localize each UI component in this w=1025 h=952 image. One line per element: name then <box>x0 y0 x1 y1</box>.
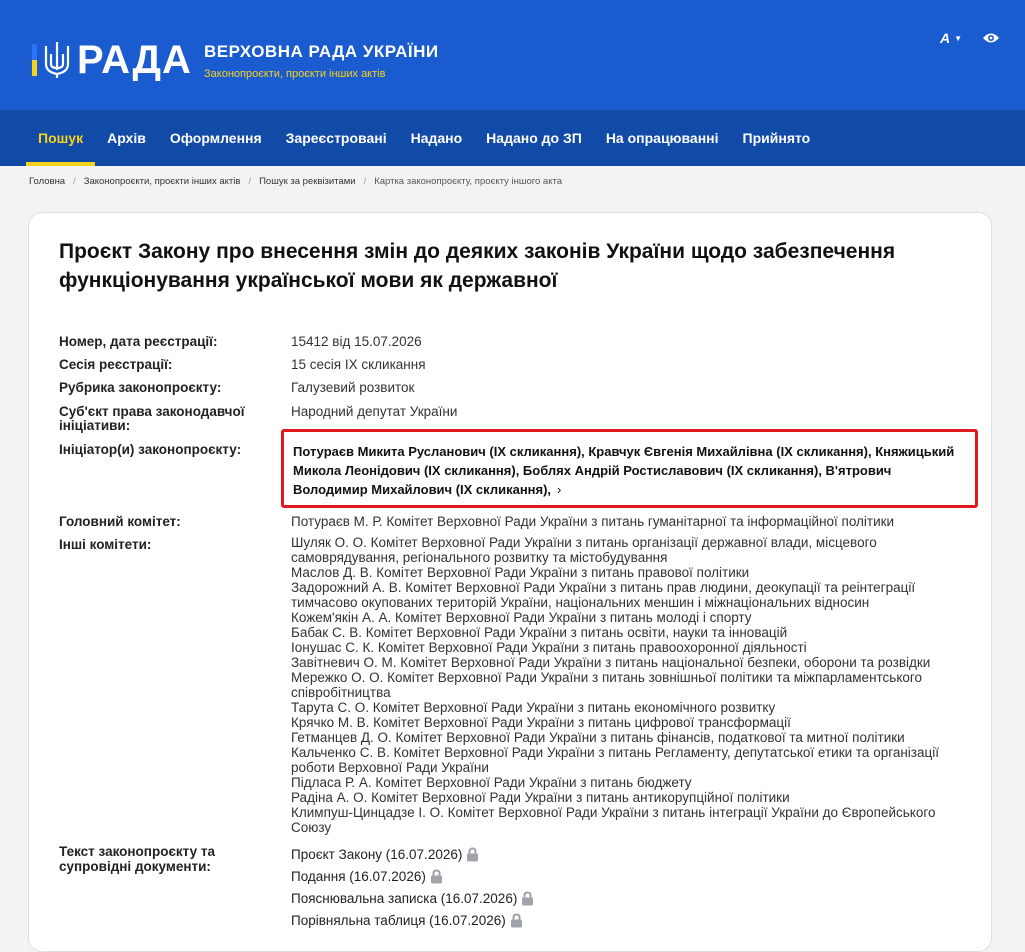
site-subtitle[interactable]: Законопроєкти, проєкти інших актів <box>204 68 386 80</box>
logo[interactable] <box>32 40 192 80</box>
lock-icon <box>510 913 523 928</box>
documents-list <box>291 844 534 932</box>
initiators-label: Ініціатор(и) законопроєкту: <box>59 442 242 457</box>
main-committee-label: Головний комітет: <box>59 514 181 529</box>
committee-item: Климпуш-Цинцадзе І. О. Комітет Верховної Ради України з питань інтеграції України до Європейського Союзу <box>291 805 936 835</box>
breadcrumb-search[interactable]: Пошук за реквізитами <box>259 176 356 187</box>
font-size-button[interactable] <box>940 30 962 46</box>
session-label: Сесія реєстрації: <box>59 357 173 372</box>
initiators-value[interactable]: Потураєв Микита Русланович (IX скликання), Кравчук Євгенія Михайлівна (IX скликання), Княжицький Микола Леонідович (IX скликання), Боблях Андрій Ростиславович (IX скликання), В'ятрович Володимир Михайлович (IX скликання), <box>293 444 955 497</box>
document-link[interactable] <box>291 866 534 887</box>
other-committees-label: Інші комітети: <box>59 537 152 552</box>
logo-text: РАДА <box>77 38 192 82</box>
subject-value: Народний депутат України <box>291 404 458 419</box>
committee-item: Підласа Р. А. Комітет Верховної Ради України з питань бюджету <box>291 775 692 790</box>
breadcrumb <box>29 176 562 187</box>
document-link[interactable] <box>291 844 534 865</box>
committee-item: Іонушас С. К. Комітет Верховної Ради України з питань правоохоронної діяльності <box>291 640 807 655</box>
rubric-label: Рубрика законопроєкту: <box>59 380 222 395</box>
subject-label-line2: ініціативи: <box>59 418 131 433</box>
document-label[interactable]: Подання (16.07.2026) <box>291 869 426 884</box>
breadcrumb-current: Картка законопроєкту, проєкту іншого акта <box>374 176 562 187</box>
nav-item-in-progress[interactable]: На опрацюванні <box>605 130 719 146</box>
committee-item: Крячко М. В. Комітет Верховної Ради України з питань цифрової трансформації <box>291 715 791 730</box>
lock-icon <box>466 847 479 862</box>
breadcrumb-separator: / <box>248 176 252 187</box>
breadcrumb-bills[interactable]: Законопроєкти, проєкти інших актів <box>83 176 241 187</box>
site-header <box>0 0 1025 110</box>
committee-item: Завітневич О. М. Комітет Верховної Ради України з питань національної безпеки, оборони та розвідки <box>291 655 931 670</box>
document-link[interactable] <box>291 910 534 931</box>
initiators-highlight <box>281 429 978 508</box>
committee-item: Мережко О. О. Комітет Верховної Ради України з питань зовнішньої політики та міжпарламентського співробітництва <box>291 670 923 700</box>
flag-icon <box>32 44 37 76</box>
lock-icon <box>430 869 443 884</box>
main-nav <box>0 110 1025 166</box>
committee-item: Шуляк О. О. Комітет Верховної Ради України з питань організації державної влади, місцевого самоврядування, регіонального розвитку та містобудування <box>291 535 877 565</box>
bill-card <box>28 212 992 952</box>
nav-item-registered[interactable]: Зареєстровані <box>285 130 387 146</box>
trident-icon <box>43 40 71 80</box>
document-label[interactable]: Пояснювальна записка (16.07.2026) <box>291 891 518 906</box>
document-label[interactable]: Проєкт Закону (16.07.2026) <box>291 847 463 862</box>
eye-icon[interactable] <box>982 31 1000 45</box>
committee-item: Бабак С. В. Комітет Верховної Ради України з питань освіти, науки та інновацій <box>291 625 788 640</box>
header-titles <box>204 42 439 80</box>
breadcrumb-home[interactable]: Головна <box>29 176 66 187</box>
font-size-label: A <box>940 30 951 46</box>
number-label: Номер, дата реєстрації: <box>59 334 218 349</box>
committee-item: Кожем'якін А. А. Комітет Верховної Ради України з питань молоді і спорту <box>291 610 752 625</box>
committee-item: Кальченко С. В. Комітет Верховної Ради України з питань Регламенту, депутатської етики та організації роботи Верховної Ради України <box>291 745 939 775</box>
page-title: Проєкт Закону про внесення змін до деяких законів України щодо забезпечення функціонування української мови як державної <box>59 240 896 292</box>
committee-item: Радіна А. О. Комітет Верховної Ради України з питань антикорупційної політики <box>291 790 790 805</box>
nav-item-adopted[interactable]: Прийнято <box>742 130 811 146</box>
number-value: 15412 від 15.07.2026 <box>291 334 422 349</box>
breadcrumb-separator: / <box>363 176 367 187</box>
document-label[interactable]: Порівняльна таблиця (16.07.2026) <box>291 913 506 928</box>
session-value: 15 сесія IX скликання <box>291 357 426 372</box>
nav-item-drafting[interactable]: Оформлення <box>169 130 262 146</box>
initiators-more-chevron[interactable]: › <box>557 482 562 497</box>
committee-item: Тарута С. О. Комітет Верховної Ради України з питань економічного розвитку <box>291 700 776 715</box>
lock-icon <box>521 891 534 906</box>
rubric-value: Галузевий розвиток <box>291 380 415 395</box>
document-link[interactable] <box>291 888 534 909</box>
other-committees-list <box>291 535 971 835</box>
nav-item-submitted-zp[interactable]: Надано до ЗП <box>486 130 582 146</box>
nav-item-archive[interactable]: Архів <box>107 130 146 146</box>
subject-label-line1: Суб'єкт права законодавчої <box>59 404 245 419</box>
documents-label-line2: супровідні документи: <box>59 859 211 874</box>
site-title[interactable]: ВЕРХОВНА РАДА УКРАЇНИ <box>204 42 439 61</box>
nav-item-submitted[interactable]: Надано <box>410 130 463 146</box>
committee-item: Задорожний А. В. Комітет Верховної Ради України з питань прав людини, деокупації та реінтеграції тимчасово окупованих територій України, національних меншин і міжнаціональних відносин <box>291 580 916 610</box>
committee-item: Гетманцев Д. О. Комітет Верховної Ради України з питань фінансів, податкової та митної політики <box>291 730 905 745</box>
committee-item: Маслов Д. В. Комітет Верховної Ради України з питань правової політики <box>291 565 750 580</box>
documents-label-line1: Текст законопроєкту та <box>59 844 215 859</box>
main-committee-value: Потураєв М. Р. Комітет Верховної Ради України з питань гуманітарної та інформаційної політики <box>291 514 895 529</box>
nav-item-search[interactable]: Пошук <box>26 110 95 166</box>
chevron-down-icon: ▼ <box>954 33 963 43</box>
breadcrumb-separator: / <box>73 176 76 187</box>
